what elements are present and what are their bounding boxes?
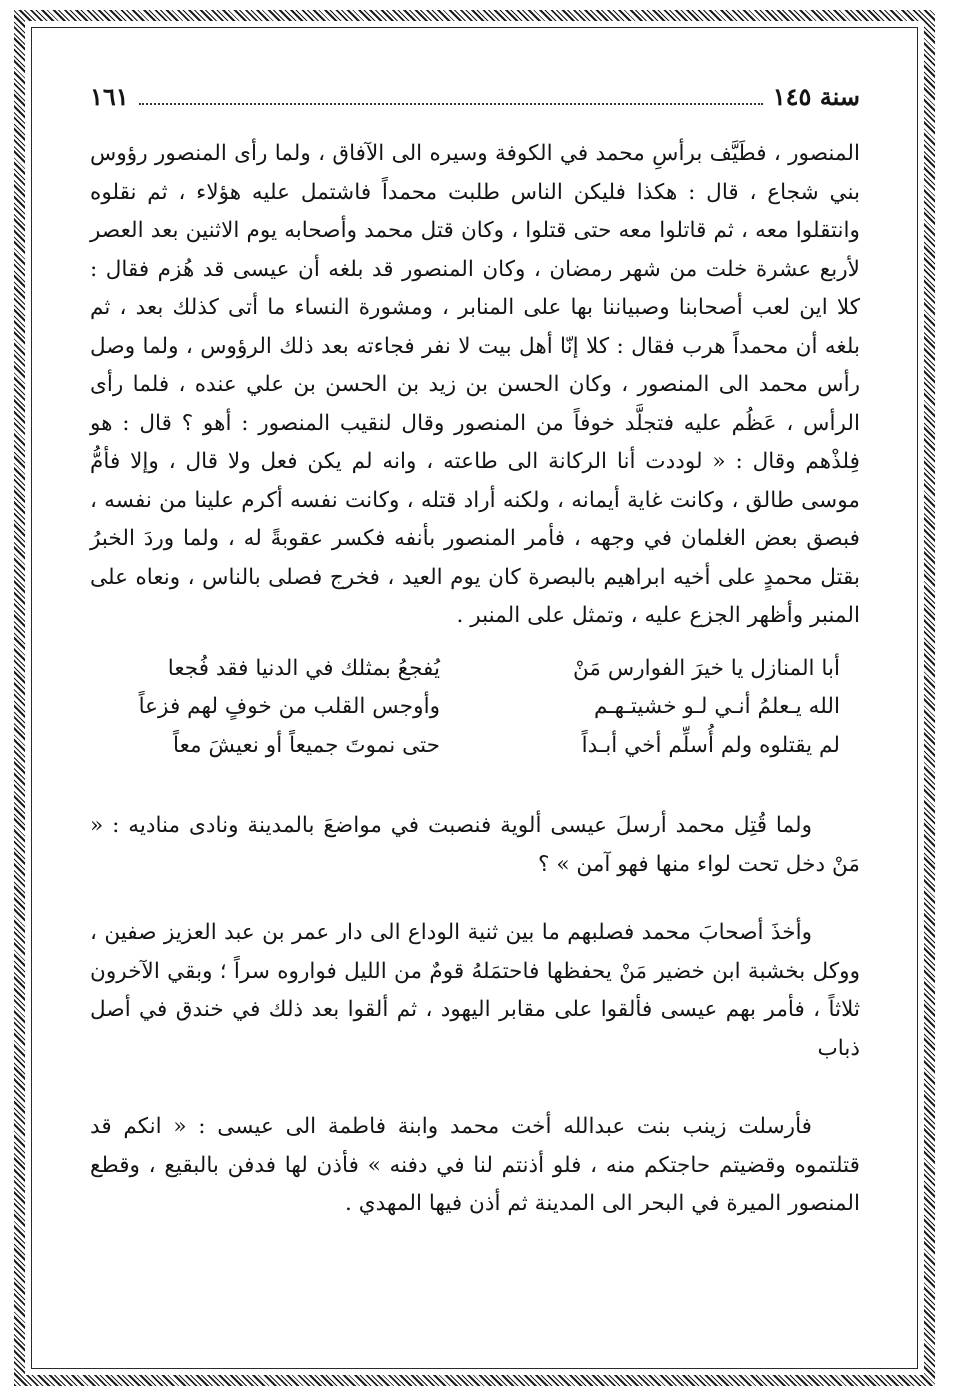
verse-2-second-hemistich: وأوجس القلب من خوفٍ لهم فزعاً: [138, 694, 440, 719]
running-header: [90, 82, 860, 122]
dotted-leader: [139, 89, 763, 105]
verse-1-second-hemistich: يُفجعُ بمثلك في الدنيا فقد فُجعا: [167, 655, 440, 681]
paragraph-2: ولما قُتِل محمد أرسلَ عيسى ألوية فنصبت في مواضعَ بالمدينة ونادى مناديه : « مَنْ دخل تحت لواء منها فهو آمن » ؟: [90, 813, 860, 877]
verse-3-second-hemistich: حتى نموتَ جميعاً أو نعيشَ معاً: [173, 732, 440, 758]
page-body: [90, 82, 860, 1224]
verse-2: [110, 688, 840, 727]
verse-3: [110, 727, 840, 766]
paragraph-3: وأخذَ أصحابَ محمد فصلبهم ما بين ثنية الوداع الى دار عمر بن عبد العزيز صفين ، ووكل بخشبة ابن خضير مَنْ يحفظها فاحتمَلهُ قومٌ من الليل فواروه سراً ؛ وبقي الآخرون ثلاثاً ، فأمر بهم عيسى فألقوا على مقابر اليهود ، ثم ألقوا بعد ذلك في خندق في أصل ذباب: [90, 920, 860, 1061]
paragraph-4: فأرسلت زينب بنت عبدالله أخت محمد وابنة فاطمة الى عيسى : « انكم قد قتلتموه وقضيتم حاجتكم منه ، فلو أذنتم لنا في دفنه » فأذن لها فدفن بالبقيع ، وقطع المنصور الميرة في البحر الى المدينة ثم أذن فيها المهدي .: [90, 1114, 860, 1216]
paragraph-1: المنصور ، فطَيَّف برأسِ محمد في الكوفة وسيره الى الآفاق ، ولما رأى المنصور رؤوس بني شجاع ، قال : هكذا فليكن الناس طلبت محمداً فاشتمل عليه هؤلاء ، ثم نقلوه وانتقلوا معه ، ثم قاتلوا معه حتى قتلوا ، وكان قتل محمد وأصحابه يوم الاثنين بعد العصر لأربع عشرة خلت من شهر رمضان ، وكان المنصور قد بلغه أن عيسى قد هُزم فقال : كلا اين لعب أصحابنا وصبياننا بها على المنابر ، ومشورة النساء ما أتى كذلك بعد ، ثم بلغه أن محمداً هرب فقال : كلا إنّا أهل بيت لا نفر فجاءته بعد ذلك الرؤوس ، ولما وصل رأس محمد الى المنصور ، وكان الحسن بن زيد بن الحسن بن علي عنده ، فلما رأى الرأس ، عَظُم عليه فتجلَّد خوفاً من المنصور وقال لنقيب المنصور : أهو ؟ قال : هو فِلذْهم وقال : « لوددت أنا الركانة الى طاعته ، وانه لم يكن فعل ولا قال ، وإلا فأمُّ موسى طالق ، وكانت غاية أيمانه ، ولكنه أراد قتله ، وكانت نفسه أكرم علينا من نفسه ، فبصق بعض الغلمان في وجهه ، فأمر المنصور بأنفه فكسر عقوبةً له ، ولما وردَ الخبرُ بقتل محمدٍ على أخيه ابراهيم بالبصرة كان يوم العيد ، فخرج فصلى بالناس ، ونعاه على المنبر وأظهر الجزع عليه ، وتمثل على المنبر .: [90, 141, 860, 628]
verse-3-first-hemistich: لم يقتلوه ولم أُسلِّم أخي أبـداً: [581, 732, 840, 758]
verse-1-first-hemistich: أبا المنازل يا خيرَ الفوارس مَنْ: [572, 655, 840, 681]
page-number: ١٦١: [90, 82, 129, 111]
poem: [110, 650, 840, 766]
verse-1: [110, 650, 840, 689]
verse-2-first-hemistich: الله يـعلمُ أنـي لـو خشيتـهـم: [593, 694, 840, 719]
running-title: سنة ١٤٥: [772, 82, 860, 111]
